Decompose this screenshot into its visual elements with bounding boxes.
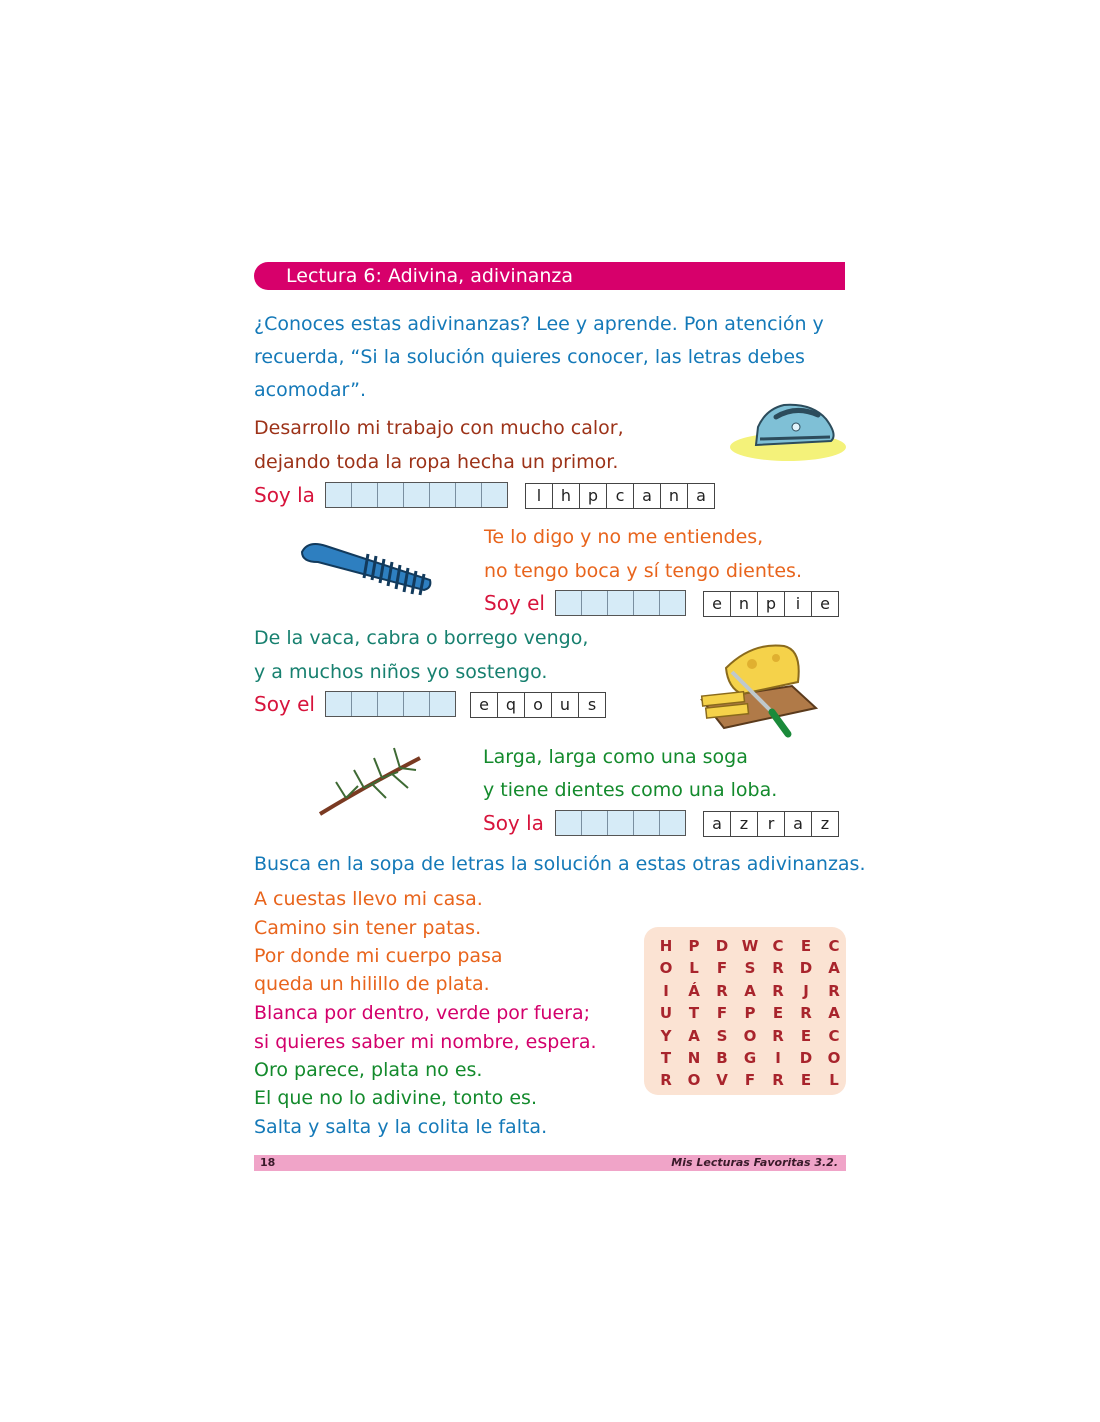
riddle-1-answer-boxes[interactable] — [325, 482, 508, 508]
branch-icon — [316, 738, 426, 818]
scrambled-letter: z — [731, 812, 758, 836]
word-search-letter[interactable]: L — [689, 959, 699, 978]
answer-box[interactable] — [482, 483, 507, 507]
riddle-3-answer-prefix: Soy el — [254, 692, 315, 716]
word-search-letter[interactable]: S — [744, 959, 756, 978]
word-search-letter[interactable]: A — [744, 981, 756, 1000]
riddle-4-answer-boxes[interactable] — [555, 810, 686, 836]
word-search-letter[interactable]: F — [744, 1071, 756, 1090]
poem-line-2: Camino sin tener patas. — [254, 917, 482, 939]
word-search-letter[interactable]: G — [743, 1048, 757, 1067]
answer-box[interactable] — [404, 483, 430, 507]
riddle-4-line-1: Larga, larga como una soga — [483, 746, 748, 768]
poem-line-7: Oro parece, plata no es. — [254, 1059, 483, 1081]
scrambled-letter: p — [758, 592, 785, 616]
scrambled-letter: a — [704, 812, 731, 836]
scrambled-letter: z — [820, 814, 830, 833]
riddle-1-line-1: Desarrollo mi trabajo con mucho calor, — [254, 417, 624, 439]
scrambled-letter: e — [704, 592, 731, 616]
word-search-letter[interactable]: L — [829, 1071, 839, 1090]
word-search-letter[interactable]: F — [716, 959, 728, 978]
cheese-icon — [692, 638, 822, 742]
answer-box[interactable] — [352, 692, 378, 716]
answer-box[interactable] — [326, 692, 352, 716]
intro-text: ¿Conoces estas adivinanzas? Lee y aprende. Pon atención y recuerda, “Si la solución quieres conocer, las letras debes acomodar”. — [254, 313, 824, 401]
riddle-3-scrambled — [470, 692, 606, 718]
word-search-letter[interactable]: O — [827, 1048, 841, 1067]
word-search-letter[interactable]: E — [800, 937, 812, 955]
word-search-letter[interactable]: D — [715, 937, 729, 955]
word-search-letter[interactable]: C — [828, 937, 840, 955]
word-search-letter[interactable]: A — [828, 1004, 840, 1023]
answer-box[interactable] — [608, 591, 634, 615]
answer-box[interactable] — [378, 483, 404, 507]
word-search-letter[interactable]: S — [716, 1026, 728, 1045]
scrambled-letter: n — [661, 484, 688, 508]
word-search-letter[interactable]: I — [775, 1048, 781, 1067]
riddle-3-answer-boxes[interactable] — [325, 691, 456, 717]
poem-line-1: A cuestas llevo mi casa. — [254, 888, 483, 910]
book-title: Mis Lecturas Favoritas 3.2. — [671, 1156, 838, 1169]
word-search-letter[interactable]: C — [828, 1026, 840, 1045]
scrambled-letter: n — [731, 592, 758, 616]
answer-box[interactable] — [660, 591, 685, 615]
scrambled-letter: p — [580, 484, 607, 508]
answer-box[interactable] — [608, 811, 634, 835]
answer-box[interactable] — [660, 811, 685, 835]
answer-box[interactable] — [634, 811, 660, 835]
word-search-letter[interactable]: A — [688, 1026, 700, 1045]
word-search-letter[interactable]: O — [687, 1071, 701, 1090]
scrambled-letter: u — [552, 693, 579, 717]
scrambled-letter: o — [525, 693, 552, 717]
riddle-1-scrambled — [525, 483, 715, 509]
riddle-2-scrambled — [703, 591, 839, 617]
scrambled-letter: c — [607, 484, 634, 508]
scrambled-letter: a — [696, 486, 706, 505]
word-search-letter[interactable]: V — [716, 1071, 728, 1090]
word-search-panel — [644, 927, 846, 1095]
word-search-letter[interactable]: U — [659, 1004, 673, 1023]
scrambled-letter: a — [634, 484, 661, 508]
riddle-2-answer-prefix: Soy el — [484, 591, 545, 615]
riddle-3-line-2: y a muchos niños yo sostengo. — [254, 661, 548, 683]
riddle-4-line-2: y tiene dientes como una loba. — [483, 779, 778, 801]
word-search-letter[interactable]: C — [772, 937, 784, 955]
word-search-letter[interactable]: O — [743, 1026, 757, 1045]
word-search-letter[interactable]: J — [803, 981, 809, 1000]
word-search-letter[interactable]: E — [772, 1004, 784, 1023]
word-search-letter[interactable]: E — [800, 1026, 812, 1045]
word-search-letter[interactable]: R — [716, 981, 728, 1000]
word-search-letter[interactable]: P — [688, 937, 700, 955]
poem-line-8: El que no lo adivine, tonto es. — [254, 1087, 537, 1109]
comb-icon — [298, 538, 436, 596]
answer-box[interactable] — [326, 483, 352, 507]
scrambled-letter: r — [758, 812, 785, 836]
poem-line-6: si quieres saber mi nombre, espera. — [254, 1031, 597, 1053]
scrambled-letter: h — [553, 484, 580, 508]
riddle-2-answer-boxes[interactable] — [555, 590, 686, 616]
word-search-letter[interactable]: O — [659, 959, 673, 978]
word-search-letter[interactable]: W — [741, 937, 759, 955]
word-search-letter[interactable]: R — [772, 1026, 784, 1045]
word-search-letter[interactable]: T — [660, 1048, 672, 1067]
word-search-letter[interactable]: R — [800, 1004, 812, 1023]
word-search-letter[interactable]: E — [800, 1071, 812, 1090]
answer-box[interactable] — [404, 692, 430, 716]
scrambled-letter: e — [820, 594, 830, 613]
scrambled-letter: a — [785, 812, 812, 836]
word-search-letter[interactable]: H — [659, 937, 673, 955]
word-search-grid[interactable] — [652, 935, 848, 1092]
answer-box[interactable] — [378, 692, 404, 716]
riddle-1-answer-prefix: Soy la — [254, 483, 315, 507]
word-search-letter[interactable]: R — [772, 1071, 784, 1090]
poem-line-9: Salta y salta y la colita le falta. — [254, 1116, 548, 1138]
scrambled-letter: q — [498, 693, 525, 717]
word-search-letter[interactable]: R — [828, 981, 840, 1000]
answer-box[interactable] — [556, 811, 582, 835]
page-title: Lectura 6: Adivina, adivinanza — [286, 265, 574, 287]
word-search-letter[interactable]: P — [744, 1004, 756, 1023]
answer-box[interactable] — [634, 591, 660, 615]
word-search-letter[interactable]: D — [799, 1048, 813, 1067]
word-search-letter[interactable]: N — [687, 1048, 701, 1067]
word-search-letter[interactable]: Á — [688, 981, 700, 1000]
scrambled-letter: l — [526, 484, 553, 508]
word-search-letter[interactable]: I — [663, 981, 669, 1000]
answer-box[interactable] — [430, 483, 456, 507]
riddle-4-answer-prefix: Soy la — [483, 811, 544, 835]
iron-icon — [726, 395, 852, 467]
poem-line-3: Por donde mi cuerpo pasa — [254, 945, 503, 967]
poem-line-5: Blanca por dentro, verde por fuera; — [254, 1002, 591, 1024]
word-search-instruction: Busca en la sopa de letras la solución a estas otras adivinanzas. — [254, 853, 866, 875]
riddle-4-scrambled — [703, 811, 839, 837]
word-search-letter[interactable]: T — [688, 1004, 700, 1023]
word-search-letter[interactable]: R — [772, 959, 784, 978]
word-search-letter[interactable]: R — [772, 981, 784, 1000]
riddle-3-line-1: De la vaca, cabra o borrego vengo, — [254, 627, 589, 649]
word-search-letter[interactable]: F — [716, 1004, 728, 1023]
answer-box[interactable] — [556, 591, 582, 615]
answer-box[interactable] — [352, 483, 378, 507]
word-search-letter[interactable]: D — [799, 959, 813, 978]
scrambled-letter: e — [471, 693, 498, 717]
riddle-2-line-1: Te lo digo y no me entiendes, — [484, 526, 764, 548]
scrambled-letter: s — [587, 695, 597, 714]
word-search-letter[interactable]: Y — [660, 1026, 672, 1045]
poem-line-4: queda un hilillo de plata. — [254, 973, 490, 995]
answer-box[interactable] — [430, 692, 455, 716]
word-search-letter[interactable]: R — [660, 1071, 672, 1090]
page-number: 18 — [260, 1156, 276, 1169]
answer-box[interactable] — [582, 591, 608, 615]
answer-box[interactable] — [582, 811, 608, 835]
riddle-1-line-2: dejando toda la ropa hecha un primor. — [254, 451, 619, 473]
word-search-letter[interactable]: B — [716, 1048, 728, 1067]
riddle-2-line-2: no tengo boca y sí tengo dientes. — [484, 560, 802, 582]
answer-box[interactable] — [456, 483, 482, 507]
scrambled-letter: i — [785, 592, 812, 616]
word-search-letter[interactable]: A — [828, 959, 840, 978]
